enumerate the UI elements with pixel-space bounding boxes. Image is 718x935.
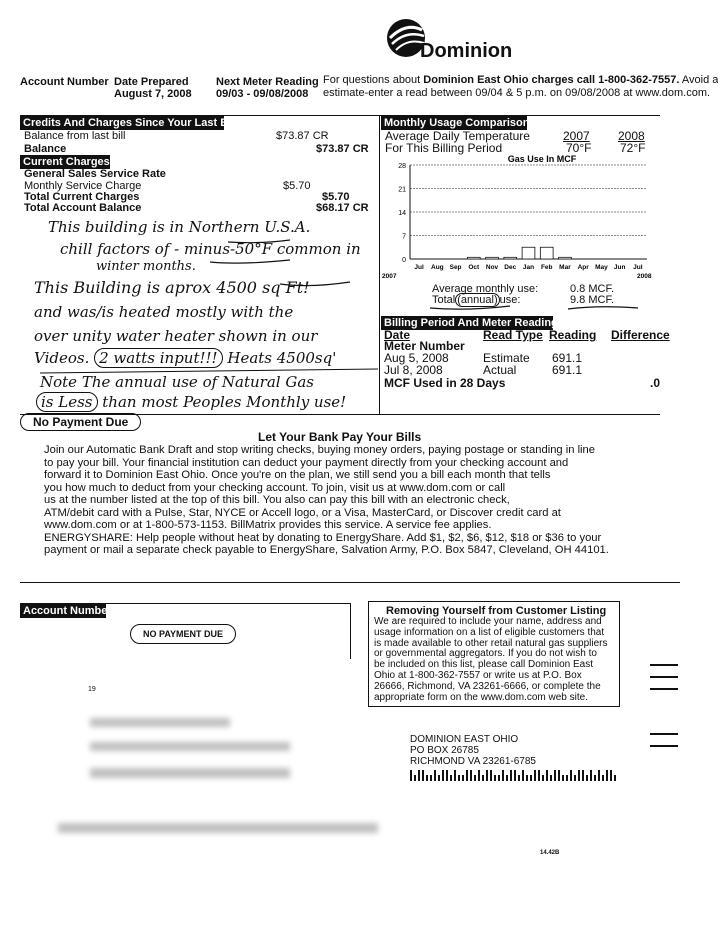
col-date: Date [384,328,411,342]
chart-y-tick-label: 14 [398,210,406,217]
total-annual-value: 9.8 MCF. [570,294,615,306]
chart-x-tick-label: Aug [431,264,444,271]
handwritten-underline [0,226,380,426]
return-address-line: DOMINION EAST OHIO [410,734,519,745]
bank-line: payment or mail a separate check payable to EnergyShare, Salvation Army, P.O. Box 5847, Cleveland, OH 44101. [44,544,609,556]
next-read-label: Next Meter Reading [216,76,319,88]
year-2008: 2008 [618,129,645,143]
date-prepared-label: Date Prepared [114,76,189,88]
removing-paragraph [374,617,614,703]
balance-label: Balance [24,143,67,155]
removing-title: Removing Yourself from Customer Listing [386,605,607,617]
avg-temp-2007: 70°F [566,141,592,155]
chart-x-tick-label: Sep [449,264,462,271]
removing-line: appropriate form on the www.dom.com web site. [374,691,588,703]
bank-line: ENERGYSHARE: Help people without heat by donating to EnergyShare. Add $1, $2, $6, $12, $18 or $36 to your [44,531,602,544]
usage-title: Monthly Usage Comparison [381,116,527,130]
avg-monthly-label: Average monthly use: [432,283,539,295]
meter-title: Billing Period And Meter Readings [381,316,553,330]
chart-x-tick-label: Jul [633,264,643,271]
total-current-value: $5.70 [322,191,350,203]
balance-last-value: $73.87 CR [276,130,329,142]
questions-line2: estimate-enter a read between 09/04 & 5 p.m. on 09/08/2008 at www.dom.com. [323,87,711,99]
questions-line1: For questions about Dominion East Ohio charges call 1-800-362-7557. Avoid a [323,74,718,86]
chart-y-tick-label: 21 [398,186,406,194]
handwritten-note-line: winter months. [96,259,196,274]
removing-line: or governmental aggregators. If you do not wish to [374,648,597,660]
chart-x-tick-label: May [595,264,608,271]
redacted-customer-name [90,718,230,727]
avg-temp-label: Average Daily Temperature [385,129,530,143]
removing-line: We are required to include your name, address and [374,616,602,627]
return-address-line: RICHMOND VA 23261-6785 [410,756,536,767]
no-payment-due: No Payment Due [20,413,141,431]
redacted-customer-address [90,768,290,778]
bank-line: Join our Automatic Bank Draft and stop writing checks, buying money orders, paying postage or standing in line [44,444,595,456]
bank-line: us at the number listed at the top of this bill. You also can pay this bill with an electronic check, [44,494,510,506]
bank-line: to pay your bill. Your financial institution can deduct your payment directly from your checking account and [44,456,569,469]
chart-bar [559,257,572,259]
avg-monthly-value: 0.8 MCF. [570,283,615,295]
balance-last-label: Balance from last bill [24,130,126,142]
redacted-scanline [58,823,378,833]
brand-name: Dominion [420,40,513,62]
handwritten-note-line: Note The annual use of Natural Gas [40,373,314,391]
bank-paragraph [44,444,609,557]
total-account-label: Total Account Balance [24,202,142,214]
meter-row-type: Actual [483,363,517,377]
meter-row-type: Estimate [483,351,530,365]
chart-year-start: 2007 [382,273,397,280]
handwritten-note-line: This Building is aprox 4500 sq Ft! [34,278,310,297]
total-account-value: $68.17 CR [316,202,369,214]
meter-row-reading: 691.1 [552,351,583,365]
meter-row-date: Aug 5, 2008 [384,351,449,365]
chart-bar [486,257,499,259]
col-difference: Difference [611,328,670,342]
handwritten-note-line: chill factors of - minus-50°F common in [60,240,361,258]
redacted-customer-address [90,742,290,751]
chart-x-tick-label: Feb [540,264,553,271]
chart-x-tick-label: Oct [468,264,480,271]
chart-x-tick-label: Mar [559,264,571,271]
period-label: For This Billing Period [385,141,503,155]
removing-line: usage information on a list of eligible customers that [374,626,605,638]
handwritten-note-line: and was/is heated mostly with the [34,303,294,321]
gas-use-chart [372,152,657,287]
chart-y-tick-label: 28 [398,163,406,170]
col-read-type: Read Type [483,328,543,342]
chart-y-tick-label: 0 [402,257,406,264]
chart-y-tick-label: 7 [402,233,406,241]
handwritten-underline [428,303,668,313]
removing-line: be included on this list, please call Dominion East [374,659,594,671]
account-number-label: Account Number [20,76,109,88]
credits-title: Credits And Charges Since Your Last Bill [20,116,224,130]
chart-bar [540,247,553,259]
year-2007: 2007 [563,129,590,143]
chart-bar [467,257,480,259]
return-address-line: PO BOX 26785 [410,745,479,756]
mcf-used-label: MCF Used in 28 Days [384,376,506,390]
handwritten-note-line: This building is in Northern U.S.A. [48,218,311,236]
bank-title: Let Your Bank Pay Your Bills [258,430,422,444]
removing-line: is made available to other retail natural gas suppliers [374,637,608,649]
handwritten-note-line: Videos. 2 watts input!!! Heats 4500sq' [34,349,337,367]
handwritten-note-line: over unity water heater shown in our [34,327,318,345]
col-reading: Reading [549,328,597,342]
chart-title: Gas Use In MCF [507,154,577,164]
chart-bar [522,247,535,259]
total-annual-label: Total (annual) use: [432,294,521,306]
brand-logo [384,16,544,62]
chart-x-tick-label: Apr [577,264,589,271]
removing-line: Ohio at 1-800-362-7557 or write us at P.O. Box [374,669,582,681]
chart-x-tick-label: Jul [414,264,424,271]
bank-line: forward it to Dominion East Ohio. Once you're on the plan, we still send you a bill each month that tells [44,469,551,481]
monthly-charge-value: $5.70 [283,180,311,192]
chart-bar [504,257,517,259]
perforation-line [20,582,680,583]
chart-x-tick-label: Jun [613,264,626,271]
total-current-label: Total Current Charges [24,191,140,203]
bank-line: you how much to deduct from your checking account. To join, visit us at www.dom.com or call [44,481,506,494]
stub-account-number-label: Account Number [20,604,106,618]
balance-value: $73.87 CR [316,143,369,155]
chart-x-tick-label: Jan [522,264,535,271]
avg-temp-2008: 72°F [620,141,646,155]
current-charges-title: Current Charges [20,155,110,169]
rate-label: General Sales Service Rate [24,168,166,180]
meter-number-label: Meter Number [384,339,465,353]
meter-row-reading: 691.1 [552,363,583,377]
next-read-value: 09/03 - 09/08/2008 [216,88,309,100]
footer-code: 14.42B [540,850,560,856]
removing-line: 26666, Richmond, VA 23261-6666, or complete the [374,680,601,692]
postal-barcode [410,770,616,781]
chart-x-tick-label: Nov [485,264,499,271]
handwritten-note-line: is Less than most Peoples Monthly use! [36,393,346,411]
meter-row-date: Jul 8, 2008 [384,363,443,377]
monthly-charge-label: Monthly Service Charge [24,180,142,192]
bank-line: ATM/debit card with a Pulse, Star, NYCE or Accell logo, or a Visa, MasterCard, or Discover credit card at [44,506,561,519]
chart-year-end: 2008 [637,273,652,280]
chart-x-tick-label: Dec [504,264,517,271]
stub-small-number: 19 [88,686,96,693]
stub-no-payment-due: NO PAYMENT DUE [130,624,236,644]
date-prepared-value: August 7, 2008 [114,88,192,100]
mcf-used-value: .0 [650,376,661,390]
bank-line: www.dom.com or at 1-800-573-1153. BillMatrix provides this service. A service fee applies. [44,519,492,531]
